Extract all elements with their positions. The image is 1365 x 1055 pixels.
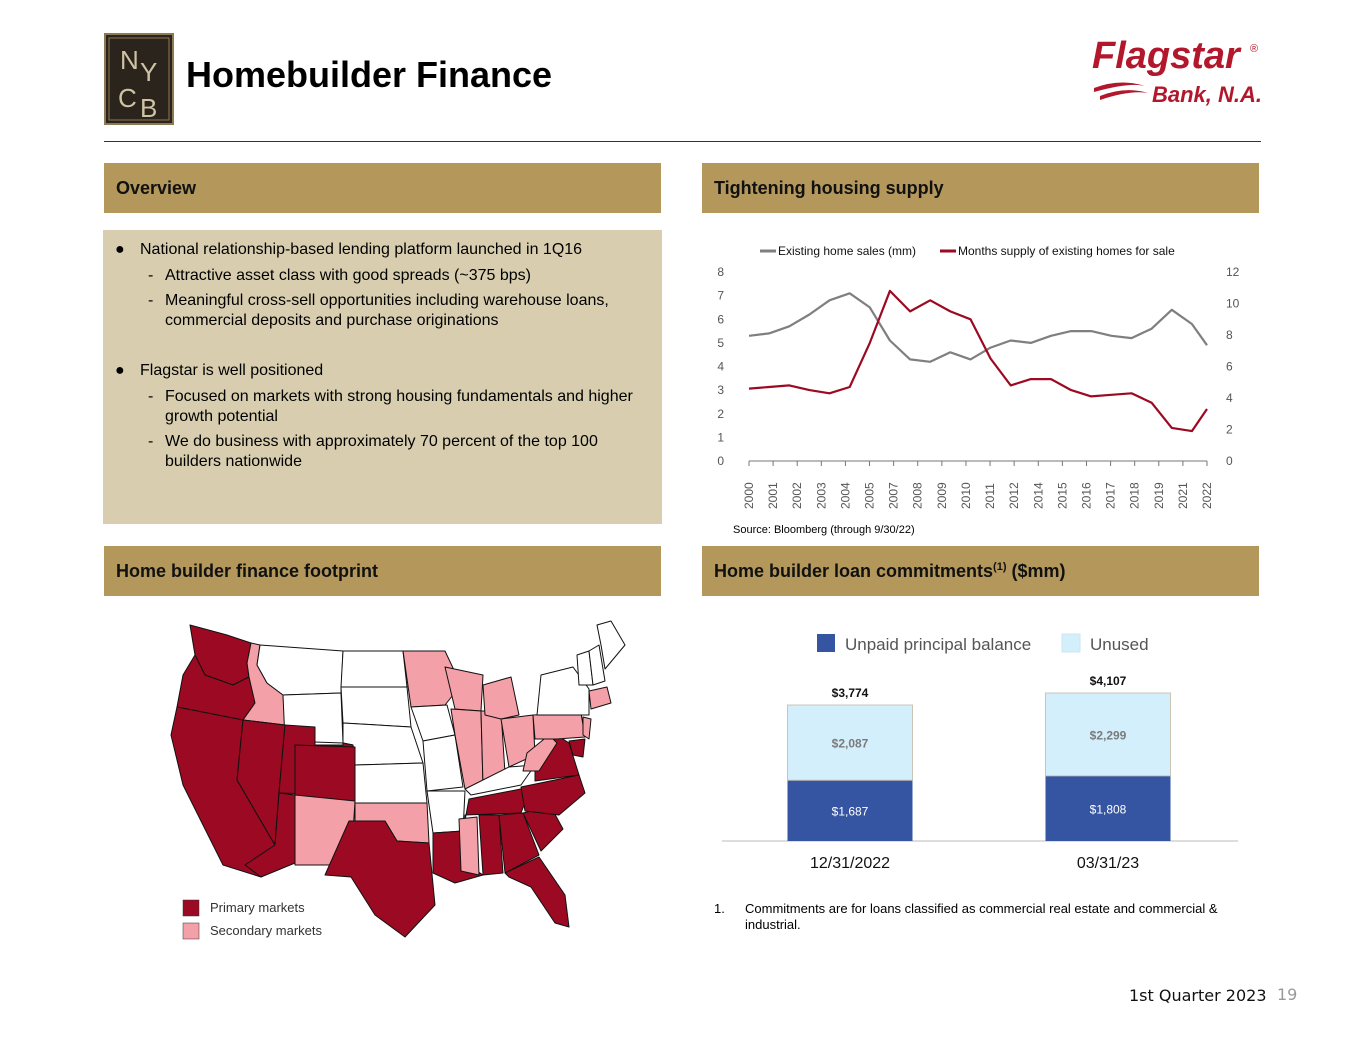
state-connecticut-ma: [589, 687, 611, 709]
x-tick-label: 2000: [742, 482, 756, 509]
logo-letter-n: N: [120, 45, 139, 75]
sub-bullet-item: - Meaningful cross-sell opportunities including warehouse loans, commercial deposits and purchase originations: [148, 291, 650, 331]
chart-source-note: Source: Bloomberg (through 9/30/22): [733, 524, 915, 536]
bar-value-label: $2,299: [1089, 728, 1127, 743]
x-tick-label: 2007: [886, 482, 901, 509]
state-alabama: [479, 815, 503, 875]
bar-value-label: $1,687: [831, 804, 869, 819]
state-kansas: [355, 763, 427, 803]
bullet-dot-icon: ●: [115, 241, 125, 258]
x-tick-label: 2011: [983, 483, 998, 509]
y-left-tick-label: 2: [717, 406, 724, 421]
legend-label-2: Months supply of existing homes for sale: [958, 244, 1175, 258]
overview-panel: [103, 230, 662, 524]
category-label: 12/31/2022: [809, 855, 891, 872]
section-header-footprint: Home builder finance footprint: [104, 546, 661, 596]
x-tick-label: 2021: [1175, 482, 1190, 509]
state-north-carolina: [521, 775, 585, 815]
y-left-tick-label: 0: [717, 454, 724, 468]
footnote-text: Commitments are for loans classified as commercial real estate and commercial & industrial.: [745, 901, 1218, 932]
legend-secondary-swatch: [183, 923, 199, 939]
y-left-tick-label: 5: [717, 335, 724, 350]
y-right-tick-label: 8: [1226, 328, 1233, 342]
state-mississippi: [459, 817, 479, 875]
commitments-footnote-ref: (1): [993, 561, 1007, 573]
bar-total-label: $3,774: [831, 686, 869, 700]
category-label: 03/31/23: [1076, 855, 1140, 872]
x-tick-label: 2019: [1151, 482, 1166, 509]
sub-bullet-item: - Attractive asset class with good spreads (~375 bps): [148, 267, 531, 284]
sub-bullet-text: Meaningful cross-sell opportunities including warehouse loans, commercial deposits and purchase originations: [165, 292, 609, 329]
bullet-text: Flagstar is well positioned: [140, 362, 324, 379]
bar-value-label: $1,808: [1089, 802, 1127, 817]
housing-line-chart: [702, 232, 1262, 522]
y-left-tick-label: 4: [717, 359, 724, 374]
bar-value-label: $2,087: [831, 736, 869, 751]
x-tick-label: 2014: [1031, 482, 1046, 509]
page-number: 19: [1277, 985, 1298, 1004]
state-wisconsin: [445, 667, 483, 711]
x-tick-label: 2015: [1055, 482, 1070, 509]
state-south-dakota: [341, 687, 411, 727]
series-line-2: [749, 291, 1207, 431]
y-right-tick-label: 4: [1226, 391, 1233, 405]
legend-primary-label: Primary markets: [210, 900, 305, 915]
legend-swatch-2: [1062, 634, 1080, 652]
state-colorado: [295, 745, 355, 803]
flagstar-logo-name: Flagstar: [1092, 35, 1240, 77]
state-new-jersey: [583, 717, 591, 739]
y-left-tick-label: 6: [717, 312, 724, 327]
y-right-tick-label: 0: [1226, 454, 1233, 468]
section-header-commitments: [702, 546, 1259, 596]
x-tick-label: 2012: [1007, 482, 1022, 509]
flagstar-logo-reg: ®: [1250, 43, 1259, 55]
x-tick-label: 2001: [766, 482, 781, 509]
sub-bullet-text: Focused on markets with strong housing fundamentals and higher growth potential: [165, 388, 633, 425]
x-tick-label: 2022: [1200, 482, 1214, 509]
bullet-item: [115, 361, 650, 381]
legend-label-2: Unused: [1090, 635, 1149, 654]
state-iowa: [411, 705, 455, 741]
y-left-tick-label: 1: [717, 430, 724, 445]
x-tick-label: 2002: [790, 482, 805, 509]
x-tick-label: 2003: [814, 482, 829, 509]
x-tick-label: 2009: [934, 482, 949, 509]
legend-label-1: Existing home sales (mm): [778, 244, 917, 258]
page-title: Homebuilder Finance: [186, 54, 553, 95]
x-tick-label: 2005: [862, 482, 877, 509]
y-right-tick-label: 2: [1226, 422, 1233, 437]
commitments-title: Home builder loan commitments: [714, 561, 994, 581]
footer-quarter: 1st Quarter 2023: [1129, 986, 1267, 1005]
x-tick-label: 2010: [958, 482, 973, 509]
us-footprint-map: [165, 615, 635, 950]
y-right-tick-label: 10: [1226, 296, 1240, 311]
logo-letter-c: C: [118, 83, 137, 113]
footnote: [714, 901, 1254, 933]
loan-commitments-bar-chart: [702, 615, 1262, 880]
state-north-dakota: [341, 651, 407, 687]
flagstar-logo-sub: Bank, N.A.: [1152, 82, 1263, 107]
state-pennsylvania: [533, 713, 585, 739]
y-left-tick-label: 8: [717, 265, 724, 279]
legend-primary-swatch: [183, 900, 199, 916]
legend-swatch-1: [817, 634, 835, 652]
y-left-tick-label: 7: [717, 288, 724, 303]
legend-label-1: Unpaid principal balance: [845, 635, 1032, 654]
sub-bullet-text: Attractive asset class with good spreads (~375 bps): [165, 267, 531, 284]
legend-secondary-label: Secondary markets: [210, 923, 322, 938]
section-header-housing: Tightening housing supply: [702, 163, 1259, 213]
x-tick-label: 2018: [1127, 482, 1142, 509]
logo-letter-b: B: [140, 93, 158, 123]
sub-bullet-item: - Focused on markets with strong housing fundamentals and higher growth potential: [148, 387, 650, 427]
bullet-item: [115, 240, 650, 260]
nycb-logo: [104, 33, 174, 125]
commitments-unit: ($mm): [1006, 561, 1066, 581]
x-tick-label: 2004: [838, 482, 853, 509]
series-line-1: [749, 293, 1207, 362]
sub-bullet-item: - We do business with approximately 70 percent of the top 100 builders nationwide: [148, 432, 650, 472]
bullet-text: National relationship-based lending platform launched in 1Q16: [140, 241, 583, 258]
x-tick-label: 2017: [1103, 482, 1118, 509]
x-tick-label: 2016: [1079, 482, 1094, 509]
y-left-tick-label: 3: [717, 383, 724, 398]
state-michigan: [483, 677, 519, 719]
section-header-overview: Overview: [104, 163, 661, 213]
footnote-number: 1.: [714, 901, 725, 916]
y-right-tick-label: 12: [1226, 265, 1240, 279]
x-tick-label: 2008: [910, 482, 925, 509]
header-divider: [104, 141, 1261, 142]
sub-bullet-text: We do business with approximately 70 percent of the top 100 builders nationwide: [165, 433, 598, 470]
flagstar-logo: [1090, 30, 1265, 110]
y-right-tick-label: 6: [1226, 359, 1233, 374]
logo-letter-y: Y: [140, 57, 158, 87]
bullet-dot-icon: ●: [115, 362, 125, 379]
bar-total-label: $4,107: [1089, 674, 1127, 688]
